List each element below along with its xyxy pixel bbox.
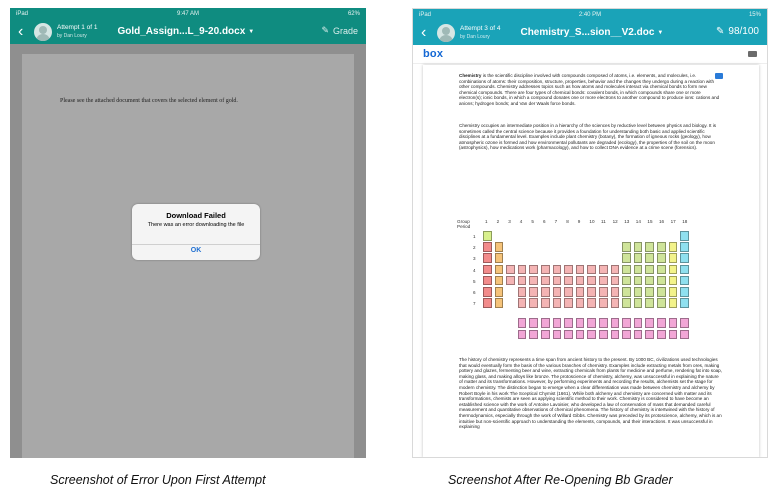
element-cell bbox=[541, 287, 550, 297]
alert-message: There was an error downloading the file bbox=[147, 222, 245, 228]
element-cell bbox=[622, 330, 631, 340]
element-cell bbox=[611, 265, 620, 275]
element-cell bbox=[611, 276, 620, 286]
alert-title: Download Failed bbox=[166, 211, 226, 220]
instruction-text: Please see the attached document that covers the selected element of gold. bbox=[60, 98, 238, 104]
status-bar bbox=[10, 8, 366, 19]
element-cell bbox=[587, 298, 596, 308]
file-title[interactable]: Chemistry_S...sion__V2.doc bbox=[520, 27, 655, 38]
element-cell bbox=[553, 265, 562, 275]
element-cell bbox=[634, 318, 643, 328]
element-cell bbox=[645, 276, 654, 286]
attempt-selector[interactable] bbox=[57, 24, 97, 40]
box-logo: box bbox=[423, 48, 444, 60]
group-number: 16 bbox=[659, 219, 665, 224]
element-cell bbox=[680, 287, 689, 297]
element-cell bbox=[495, 287, 504, 297]
clock: 9:47 AM bbox=[176, 10, 199, 17]
attempt-label: Attempt 3 of 4 bbox=[460, 24, 501, 32]
paragraph-3: The history of chemistry represents a time span from ancient history to the present. By 1000 BC, civilizations used technologies that would eventually form the basis of the various branches of chemistry. Examples include extracting metals from ores, making pottery and glazes, fermenting beer and wine, extracting chemicals from plants for medicine and perfume, rendering fat into soap, making glass, and making alloys like bronze. The protoscience of chemistry, alchemy, was unsuccessful in explaining the nature of matter and its transformations. However, by performing experiments and recording the results, alchemists set the stage for modern chemistry. The distinction began to emerge when a clear differentiation was made between chemistry and alchemy by Robert Boyle in his work The Sceptical Chymist (1661). While both alchemy and chemistry are concerned with matter and its transformations, chemists are seen as applying scientific method to their work. Chemistry is considered to have become an established science with the work of Antoine Lavoisier, who developed a law of conservation of mass that demanded careful measurement and quantitative observations of chemical phenomena. The history of chemistry is intertwined with the history of thermodynamics, especially through the work of Willard Gibbs. Chemistry was preceded by its protoscience, alchemy, which is an intuitive but non-scientific approach to understanding the elements, compounds, and their interactions. It was unsuccessful in explaining bbox=[459, 357, 723, 430]
score-label: 98/100 bbox=[728, 26, 759, 37]
element-cell bbox=[483, 242, 492, 252]
element-cell bbox=[622, 242, 631, 252]
battery: 62% bbox=[347, 10, 360, 17]
element-cell bbox=[576, 298, 585, 308]
group-number: 15 bbox=[647, 219, 653, 224]
element-cell bbox=[587, 330, 596, 340]
element-cell bbox=[529, 287, 538, 297]
element-cell bbox=[680, 298, 689, 308]
grade-button[interactable] bbox=[716, 26, 759, 37]
period-number: 4 bbox=[473, 267, 476, 273]
element-cell bbox=[611, 287, 620, 297]
element-cell bbox=[657, 287, 666, 297]
chevron-down-icon[interactable]: ▼ bbox=[248, 28, 255, 35]
element-cell bbox=[529, 265, 538, 275]
element-cell bbox=[518, 298, 527, 308]
group-number: 14 bbox=[635, 219, 641, 224]
element-cell bbox=[587, 287, 596, 297]
first-attempt-screenshot bbox=[10, 8, 366, 458]
element-cell bbox=[599, 330, 608, 340]
avatar bbox=[437, 24, 455, 42]
element-cell bbox=[576, 318, 585, 328]
viewer-toolbar bbox=[413, 45, 767, 64]
element-cell bbox=[657, 318, 666, 328]
ok-button[interactable]: OK bbox=[190, 247, 202, 254]
paragraph-2: Chemistry occupies an intermediate position in a hierarchy of the sciences by reductive level between physics and biology. It is sometimes called the central science because it provides a foundation for understanding both basic and applied scientific disciplines at a fundamental level. Examples include plant chemistry (botany), the formation of igneous rocks (geology), how atmospheric ozone is formed and how environmental pollutants are degraded (ecology), the properties of the soil on the moon (astrophysics), how medications work (pharmacology), and how to collect DNA evidence at a crime scene (forensics). bbox=[459, 123, 717, 151]
element-cell bbox=[669, 298, 678, 308]
paragraph-lead: Chemistry bbox=[459, 73, 482, 78]
element-cell bbox=[483, 276, 492, 286]
paragraph-1 bbox=[459, 73, 723, 107]
group-number: 4 bbox=[519, 219, 523, 224]
element-cell bbox=[669, 265, 678, 275]
element-cell bbox=[541, 330, 550, 340]
clock: 2:40 PM bbox=[578, 11, 602, 18]
element-cell bbox=[657, 276, 666, 286]
element-cell bbox=[680, 242, 689, 252]
period-number: 2 bbox=[473, 245, 476, 251]
group-number: 6 bbox=[543, 219, 546, 224]
element-cell bbox=[483, 298, 492, 308]
chevron-down-icon[interactable]: ▼ bbox=[657, 29, 664, 36]
element-cell bbox=[645, 330, 654, 340]
element-cell bbox=[622, 276, 631, 286]
group-number: 12 bbox=[612, 219, 618, 224]
element-cell bbox=[680, 318, 689, 328]
element-cell bbox=[529, 318, 538, 328]
element-cell bbox=[611, 298, 620, 308]
element-cell bbox=[657, 253, 666, 263]
period-number: 3 bbox=[473, 256, 476, 262]
document-page bbox=[423, 65, 759, 458]
element-cell bbox=[680, 265, 689, 275]
back-icon[interactable]: ‹ bbox=[18, 22, 24, 40]
attempt-label: Attempt 1 of 1 bbox=[57, 23, 98, 31]
element-cell bbox=[564, 318, 573, 328]
period-axis-label: Period bbox=[457, 224, 471, 229]
group-number: 8 bbox=[566, 219, 569, 224]
element-cell bbox=[634, 253, 643, 263]
battery: 15% bbox=[748, 11, 761, 18]
element-cell bbox=[680, 330, 689, 340]
element-cell bbox=[622, 253, 631, 263]
element-cell bbox=[657, 265, 666, 275]
author-label: by Dan Loury bbox=[57, 32, 87, 39]
element-cell bbox=[657, 330, 666, 340]
element-cell bbox=[483, 265, 492, 275]
element-cell bbox=[495, 298, 504, 308]
element-cell bbox=[669, 287, 678, 297]
element-cell bbox=[495, 253, 504, 263]
grade-button[interactable] bbox=[321, 25, 358, 36]
element-cell bbox=[483, 231, 492, 241]
status-bar bbox=[413, 9, 767, 20]
group-number: 17 bbox=[670, 219, 676, 224]
group-axis-label: Group bbox=[457, 219, 470, 224]
element-cell bbox=[564, 276, 573, 286]
element-cell bbox=[669, 330, 678, 340]
element-cell bbox=[680, 276, 689, 286]
element-cell bbox=[599, 276, 608, 286]
element-cell bbox=[645, 253, 654, 263]
alert-divider bbox=[132, 244, 260, 245]
group-number: 18 bbox=[682, 219, 688, 224]
element-cell bbox=[634, 330, 643, 340]
element-cell bbox=[518, 330, 527, 340]
group-number: 10 bbox=[589, 219, 595, 224]
element-cell bbox=[564, 298, 573, 308]
element-cell bbox=[529, 330, 538, 340]
carrier: iPad bbox=[16, 10, 29, 17]
caption-right: Screenshot After Re-Opening Bb Grader bbox=[448, 473, 673, 487]
element-cell bbox=[541, 265, 550, 275]
element-cell bbox=[669, 253, 678, 263]
element-cell bbox=[576, 265, 585, 275]
author-label: by Dan Loury bbox=[460, 33, 490, 40]
element-cell bbox=[518, 276, 527, 286]
element-cell bbox=[680, 231, 689, 241]
paragraph-1-text: is the scientific discipline involved with compounds composed of atoms, i.e. elements, and molecules, i.e. combinations of atoms: their composition, structure, properties, behavior and the changes they undergo during a reaction with other compounds. Chemistry addresses topics such as how atoms and molecules interact via chemical bonds to form new chemical compounds. There are four types of chemical bonds: covalent bonds, in which compounds share one or more electron(s); ionic bonds, in which a compound donates one or more electrons to another compound to produce ions: cations and anions; hydrogen bonds; and Van der Waals force bonds. bbox=[459, 73, 720, 106]
group-number: 1 bbox=[485, 219, 488, 224]
element-cell bbox=[680, 253, 689, 263]
element-cell bbox=[645, 265, 654, 275]
element-cell bbox=[576, 330, 585, 340]
period-number: 1 bbox=[473, 234, 476, 239]
element-cell bbox=[611, 318, 620, 328]
element-cell bbox=[599, 298, 608, 308]
carrier: iPad bbox=[419, 11, 432, 18]
element-cell bbox=[483, 253, 492, 263]
avatar bbox=[34, 23, 52, 41]
element-cell bbox=[645, 242, 654, 252]
group-number: 3 bbox=[508, 219, 511, 224]
back-icon[interactable]: ‹ bbox=[421, 23, 427, 41]
element-cell bbox=[622, 265, 631, 275]
element-cell bbox=[669, 276, 678, 286]
element-cell bbox=[645, 298, 654, 308]
element-cell bbox=[553, 298, 562, 308]
element-cell bbox=[611, 330, 620, 340]
element-cell bbox=[553, 287, 562, 297]
element-cell bbox=[541, 276, 550, 286]
element-cell bbox=[587, 265, 596, 275]
element-cell bbox=[529, 276, 538, 286]
element-cell bbox=[495, 265, 504, 275]
element-cell bbox=[483, 287, 492, 297]
grade-label: Grade bbox=[332, 25, 358, 36]
element-cell bbox=[622, 287, 631, 297]
period-number: 6 bbox=[473, 290, 476, 295]
group-number: 9 bbox=[577, 219, 581, 224]
element-cell bbox=[518, 287, 527, 297]
element-cell bbox=[599, 318, 608, 328]
app-header bbox=[413, 20, 767, 45]
reopened-grader-screenshot bbox=[412, 8, 768, 458]
element-cell bbox=[541, 318, 550, 328]
element-cell bbox=[669, 318, 678, 328]
element-cell bbox=[657, 298, 666, 308]
element-cell bbox=[518, 265, 527, 275]
element-cell bbox=[645, 287, 654, 297]
pencil-icon: ✎ bbox=[321, 25, 329, 35]
element-cell bbox=[553, 330, 562, 340]
element-cell bbox=[645, 318, 654, 328]
group-number: 2 bbox=[496, 219, 500, 224]
element-cell bbox=[564, 287, 573, 297]
group-number: 11 bbox=[601, 219, 606, 224]
caption-left: Screenshot of Error Upon First Attempt bbox=[50, 473, 266, 487]
element-cell bbox=[599, 287, 608, 297]
element-cell bbox=[529, 298, 538, 308]
element-cell bbox=[506, 265, 515, 275]
period-number: 7 bbox=[473, 301, 476, 307]
download-failed-alert bbox=[132, 204, 260, 260]
element-cell bbox=[576, 276, 585, 286]
element-cell bbox=[564, 265, 573, 275]
element-cell bbox=[587, 276, 596, 286]
element-cell bbox=[634, 298, 643, 308]
group-number: 5 bbox=[531, 219, 534, 224]
period-number: 5 bbox=[473, 278, 476, 284]
group-number: 13 bbox=[624, 219, 630, 224]
attempt-selector[interactable] bbox=[460, 25, 500, 41]
element-cell bbox=[553, 276, 562, 286]
annotation-icon[interactable] bbox=[715, 73, 723, 79]
comment-icon[interactable] bbox=[748, 51, 757, 57]
element-cell bbox=[541, 298, 550, 308]
element-cell bbox=[634, 242, 643, 252]
element-cell bbox=[634, 287, 643, 297]
element-cell bbox=[634, 265, 643, 275]
element-cell bbox=[553, 318, 562, 328]
group-number: 7 bbox=[554, 219, 558, 224]
element-cell bbox=[495, 276, 504, 286]
element-cell bbox=[669, 242, 678, 252]
element-cell bbox=[634, 276, 643, 286]
element-cell bbox=[657, 242, 666, 252]
element-cell bbox=[564, 330, 573, 340]
element-cell bbox=[622, 318, 631, 328]
element-cell bbox=[506, 276, 515, 286]
element-cell bbox=[495, 242, 504, 252]
element-cell bbox=[587, 318, 596, 328]
file-title[interactable]: Gold_Assign...L_9-20.docx bbox=[117, 26, 246, 37]
element-cell bbox=[576, 287, 585, 297]
pencil-icon: ✎ bbox=[716, 26, 725, 37]
app-header bbox=[10, 19, 366, 44]
element-cell bbox=[622, 298, 631, 308]
element-cell bbox=[518, 318, 527, 328]
element-cell bbox=[599, 265, 608, 275]
